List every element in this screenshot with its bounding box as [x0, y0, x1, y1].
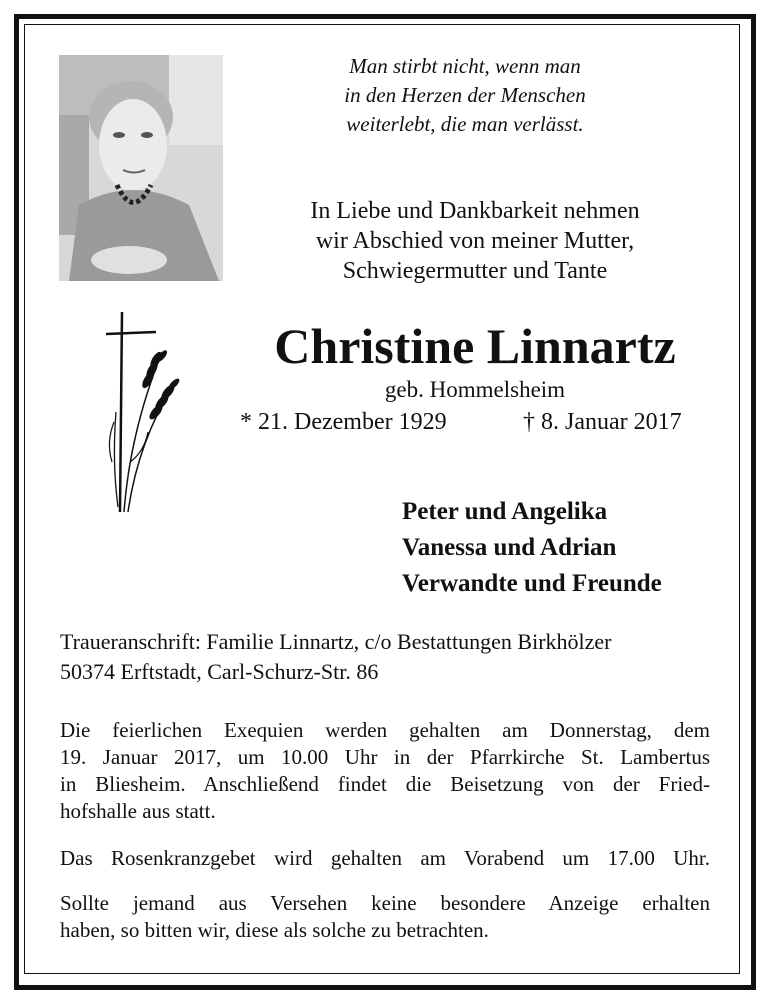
paragraph-line: hofshalle aus statt.: [60, 799, 216, 823]
cross-with-wheat-icon: [104, 312, 194, 522]
intro-line: Schwiegermutter und Tante: [342, 258, 608, 284]
exequies-paragraph: [60, 717, 710, 825]
mourners-list: [402, 494, 662, 602]
paragraph-line: haben, so bitten wir, diese als solche zu betrachten.: [60, 918, 489, 942]
paragraph-line: Die feierlichen Exequien werden gehalten am Donnerstag, dem: [60, 718, 710, 742]
rosary-paragraph: [60, 845, 710, 872]
mourner-line: Verwandte und Freunde: [402, 570, 662, 597]
mourner-line: Vanessa und Adrian: [402, 534, 617, 561]
birth-date: * 21. Dezember 1929: [240, 409, 447, 435]
portrait-photo: [59, 55, 223, 281]
paragraph-line: Sollte jemand aus Versehen keine besondere Anzeige erhalten: [60, 891, 710, 915]
intro-line: In Liebe und Dankbarkeit nehmen: [310, 198, 640, 224]
intro-line: wir Abschied von meiner Mutter,: [315, 228, 635, 254]
paragraph-line: 19. Januar 2017, um 10.00 Uhr in der Pfarrkirche St. Lambertus: [60, 745, 710, 769]
address-line: Traueranschrift: Familie Linnartz, c/o Bestattungen Birkhölzer: [60, 629, 612, 654]
death-date: † 8. Januar 2017: [523, 409, 682, 435]
paragraph-line: in Bliesheim. Anschließend findet die Beisetzung von der Fried-: [60, 772, 710, 796]
quote-line: in den Herzen der Menschen: [344, 83, 586, 107]
intro-text: [240, 196, 710, 286]
paragraph-line: Das Rosenkranzgebet wird gehalten am Vorabend um 17.00 Uhr.: [60, 846, 710, 870]
maiden-name: geb. Hommelsheim: [384, 377, 566, 402]
quote-line: weiterlebt, die man verlässt.: [346, 112, 584, 136]
memorial-quote: [300, 52, 630, 139]
address-line: 50374 Erftstadt, Carl-Schurz-Str. 86: [60, 659, 379, 684]
mourner-line: Peter und Angelika: [402, 498, 608, 525]
deceased-name: Christine Linnartz: [274, 318, 676, 374]
quote-line: Man stirbt nicht, wenn man: [349, 54, 581, 78]
notice-paragraph: [60, 890, 710, 944]
mourning-address: [60, 627, 611, 687]
